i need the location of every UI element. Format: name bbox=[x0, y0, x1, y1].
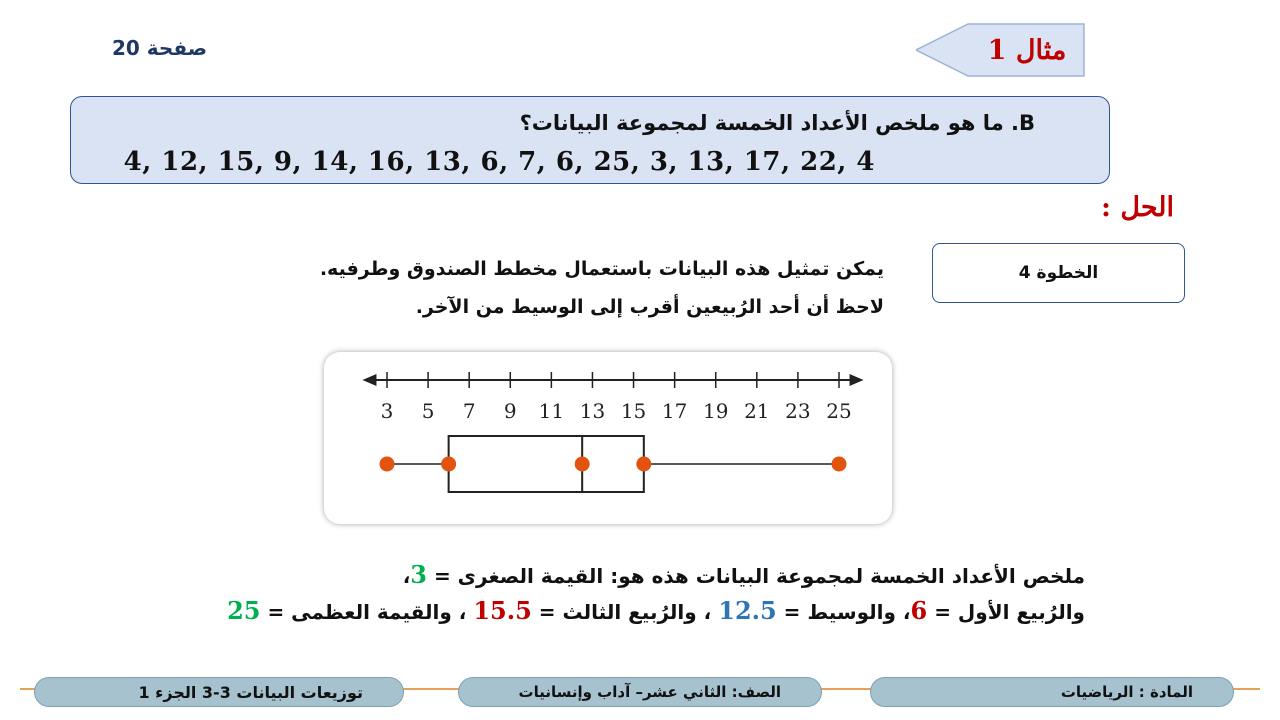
explanation-line-2: لاحظ أن أحد الرُبيعين أقرب إلى الوسيط من الآخر. bbox=[415, 296, 884, 318]
example-label: مثال 1 bbox=[987, 34, 1067, 66]
axis-arrow-left bbox=[362, 374, 376, 386]
q3-value: 15.5 bbox=[473, 596, 532, 625]
point-q1 bbox=[441, 457, 456, 472]
footer-subject: المادة : الرياضيات bbox=[870, 677, 1234, 707]
q1-label: والرُبيع الأول = bbox=[927, 600, 1085, 624]
q1-value: 6 bbox=[910, 596, 928, 625]
point-minimum bbox=[380, 457, 395, 472]
tick-label: 3 bbox=[380, 399, 394, 423]
tick-label: 19 bbox=[703, 399, 729, 423]
summary-comma: ، bbox=[402, 564, 411, 588]
question-box bbox=[70, 96, 1110, 184]
example-tag bbox=[916, 22, 1086, 78]
point-median bbox=[575, 457, 590, 472]
median-value: 12.5 bbox=[718, 596, 777, 625]
tick-label: 13 bbox=[579, 399, 606, 423]
max-label: ، والقيمة العظمى = bbox=[260, 600, 474, 624]
summary-line-2 bbox=[227, 596, 1085, 625]
summary-intro: ملخص الأعداد الخمسة لمجموعة البيانات هذه هو: القيمة الصغرى = bbox=[427, 564, 1085, 588]
tick-label: 23 bbox=[785, 399, 811, 423]
box-plot-card bbox=[324, 352, 892, 524]
step-box: الخطوة 4 bbox=[932, 243, 1185, 303]
solution-label: الحل : bbox=[1101, 192, 1174, 223]
explanation-line-1: يمكن تمثيل هذه البيانات باستعمال مخطط الصندوق وطرفيه. bbox=[319, 258, 884, 280]
question-data: 4, 12, 15, 9, 14, 16, 13, 6, 7, 6, 25, 3, 13, 17, 22, 4 bbox=[123, 147, 875, 177]
tick-label: 15 bbox=[620, 399, 647, 423]
tick-label: 17 bbox=[661, 399, 688, 423]
footer-grade: الصف: الثاني عشر– آداب وإنسانيات bbox=[458, 677, 822, 707]
median-label: ، والوسيط = bbox=[776, 600, 911, 624]
box-q1-q3 bbox=[449, 436, 644, 492]
box-plot bbox=[324, 352, 892, 524]
tick-label: 11 bbox=[538, 399, 565, 423]
tick-label: 9 bbox=[503, 399, 517, 423]
tick-label: 21 bbox=[744, 399, 770, 423]
tick-label: 5 bbox=[421, 399, 435, 423]
axis-arrow-right bbox=[850, 374, 864, 386]
max-value: 25 bbox=[227, 596, 261, 625]
page-number: صفحة 20 bbox=[112, 36, 208, 60]
tick-label: 25 bbox=[826, 399, 852, 423]
footer-unit: توزيعات البيانات 3-3 الجزء 1 bbox=[34, 677, 404, 707]
tick-label: 7 bbox=[462, 399, 476, 423]
summary-line-1 bbox=[403, 560, 1085, 589]
q3-label: ، والرُبيع الثالث = bbox=[531, 600, 719, 624]
question-text: B. ما هو ملخص الأعداد الخمسة لمجموعة البيانات؟ bbox=[519, 111, 1035, 135]
minimum-value: 3 bbox=[410, 560, 427, 589]
point-maximum bbox=[832, 457, 847, 472]
point-q3 bbox=[636, 457, 651, 472]
